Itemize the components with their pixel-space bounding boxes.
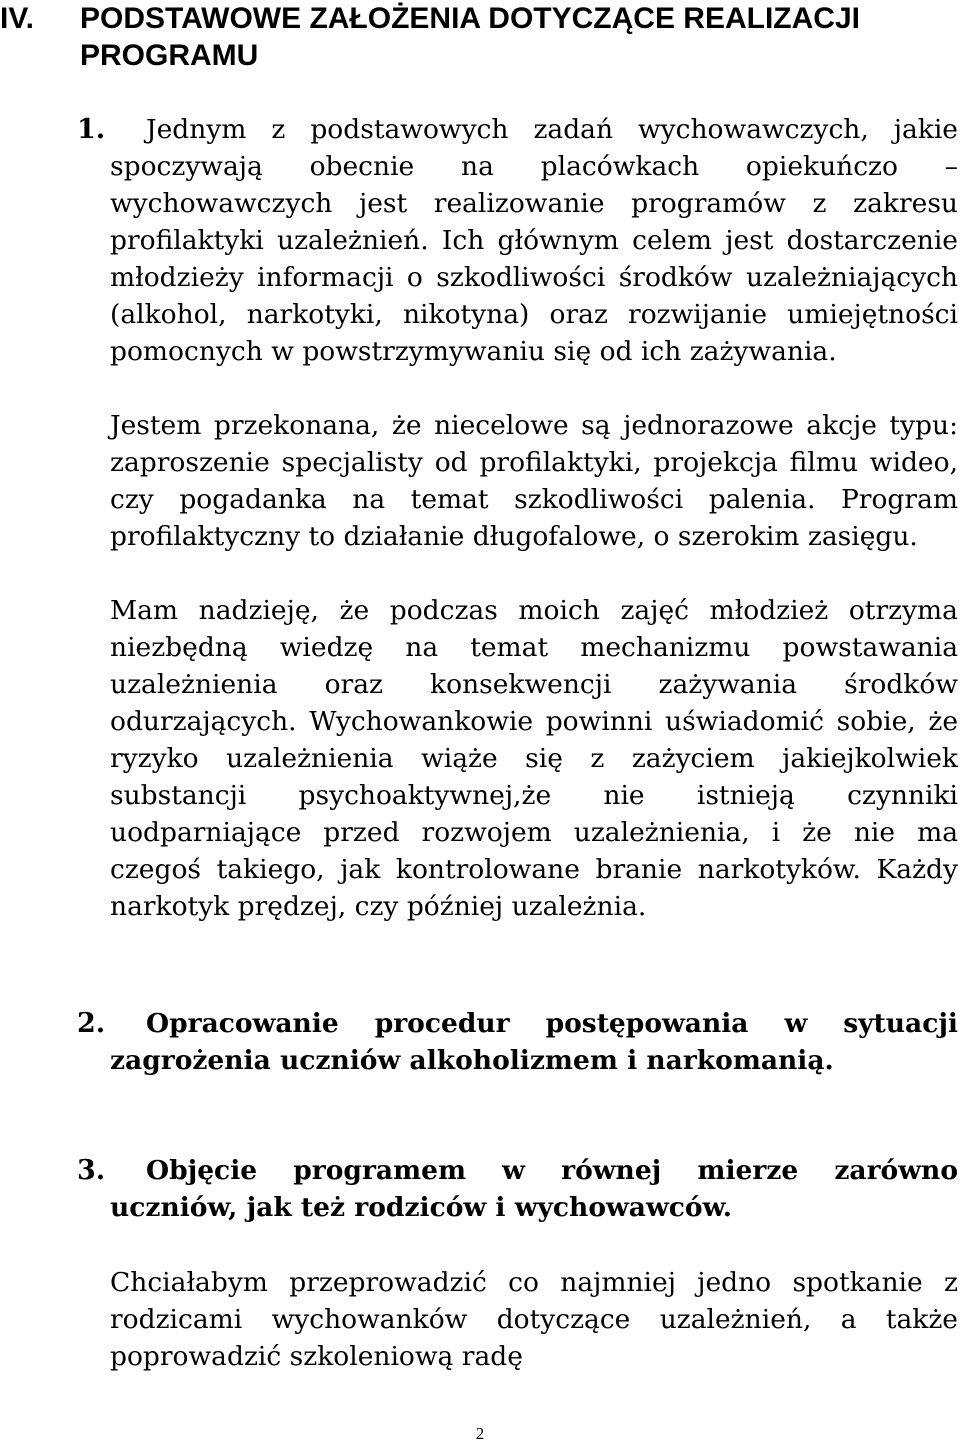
list-item-number: 3.	[77, 1155, 106, 1186]
paragraph-text: Opracowanie procedur postępowania w sytuacji zagrożenia uczniów alkoholizmem i narkomanią.	[110, 1008, 958, 1076]
list-item-number: 1.	[77, 114, 106, 145]
section-number: IV.	[0, 2, 34, 35]
section-title: PODSTAWOWE ZAŁOŻENIA DOTYCZĄCE REALIZACJI PROGRAMU	[80, 2, 860, 72]
list-item-2-text	[110, 1005, 958, 1079]
paragraph-text: Objęcie programem w równej mierze zarówno uczniów, jak też rodziców i wychowawców.	[110, 1155, 958, 1223]
paragraph-1b: Jestem przekonana, że niecelowe są jednorazowe akcje typu: zaproszenie specjalisty od profilaktyki, projekcja filmu wideo, czy pogadanka na temat szkodliwości palenia. Program profilaktyczny to działanie długofalowe, o szerokim zasięgu.	[110, 410, 958, 552]
paragraph-1a	[110, 111, 958, 370]
paragraph-1c: Mam nadzieję, że podczas moich zajęć młodzież otrzyma niezbędną wiedzę na temat mechanizmu powstawania uzależnienia oraz konsekwencji zażywania środków odurzających. Wychowankowie powinni uświadomić sobie, że ryzyko uzależnienia wiąże się z zażyciem jakiejkolwiek substancji psychoaktywnej,że nie istnieją czynniki uodparniające przed rozwojem uzależnienia, i że nie ma czegoś takiego, jak kontrolowane branie narkotyków. Każdy narkotyk prędzej, czy później uzależnia.	[110, 595, 958, 922]
closing-paragraph: Chciałabym przeprowadzić co najmniej jedno spotkanie z rodzicami wychowanków dotyczące uzależnień, a także poprowadzić szkoleniową radę	[110, 1267, 958, 1372]
list-item-3-text	[110, 1152, 958, 1226]
list-item-number: 2.	[77, 1008, 106, 1039]
page-number: 2	[475, 1424, 485, 1443]
paragraph-text: Jednym z podstawowych zadań wychowawczych, jakie spoczywają obecnie na placówkach opiekuńczo – wychowawczych jest realizowanie programów z zakresu profilaktyki uzależnień. Ich głównym celem jest dostarczenie młodzieży informacji o szkodliwości środków uzależniających (alkohol, narkotyki, nikotyna) oraz rozwijanie umiejętności pomocnych w powstrzymywaniu się od ich zażywania.	[110, 114, 958, 367]
